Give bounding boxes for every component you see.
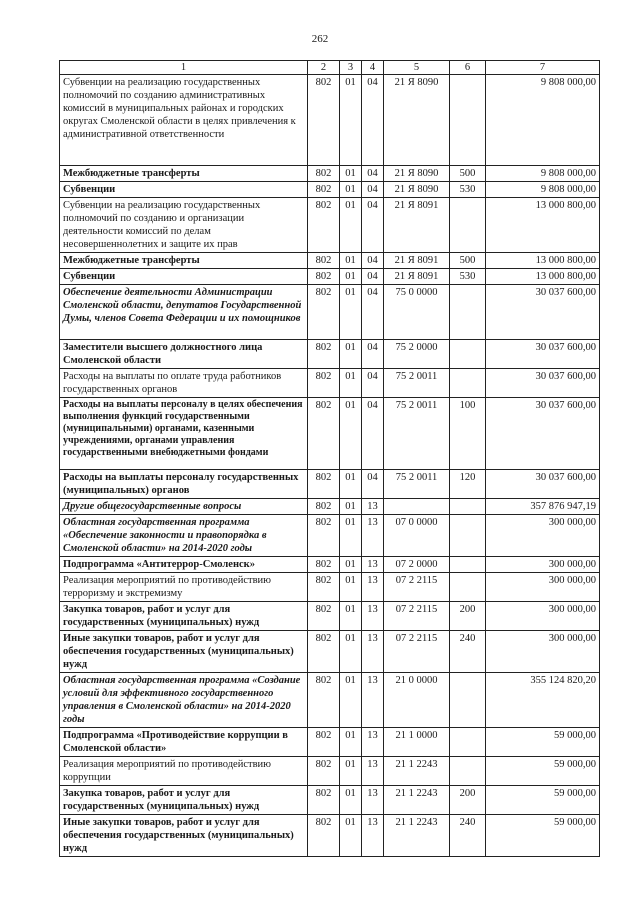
row-admin-code: 802 [308,166,340,182]
row-admin-code: 802 [308,198,340,253]
table-row [60,253,600,269]
row-target-article: 21 1 0000 [384,728,450,757]
budget-table-container [59,60,600,857]
row-admin-code: 802 [308,470,340,499]
table-row [60,369,600,398]
row-section: 01 [340,557,362,573]
row-target-article: 21 Я 8091 [384,253,450,269]
column-header: 4 [362,61,384,75]
row-expense-type [450,369,486,398]
row-section: 01 [340,182,362,198]
row-subsection: 04 [362,269,384,285]
row-section: 01 [340,757,362,786]
table-row [60,631,600,673]
row-name: Закупка товаров, работ и услуг для государственных (муниципальных) нужд [60,602,308,631]
table-row [60,557,600,573]
row-amount: 9 808 000,00 [486,75,600,166]
row-expense-type: 530 [450,182,486,198]
row-target-article: 75 2 0011 [384,470,450,499]
row-target-article: 21 1 2243 [384,757,450,786]
row-target-article: 21 Я 8091 [384,269,450,285]
row-section: 01 [340,340,362,369]
row-name: Иные закупки товаров, работ и услуг для обеспечения государственных (муниципальных) нужд [60,815,308,857]
row-expense-type: 500 [450,253,486,269]
row-name: Другие общегосударственные вопросы [60,499,308,515]
row-admin-code: 802 [308,673,340,728]
row-expense-type [450,285,486,340]
row-target-article: 07 2 2115 [384,602,450,631]
row-target-article: 07 2 0000 [384,557,450,573]
row-amount: 59 000,00 [486,757,600,786]
row-name: Обеспечение деятельности Администрации Смоленской области, депутатов Государственной Думы, членов Совета Федерации и их помощников [60,285,308,340]
table-row [60,573,600,602]
row-amount: 300 000,00 [486,557,600,573]
table-row [60,602,600,631]
row-target-article: 75 2 0011 [384,398,450,470]
row-subsection: 13 [362,515,384,557]
row-admin-code: 802 [308,269,340,285]
row-amount: 30 037 600,00 [486,369,600,398]
row-name: Субвенции [60,269,308,285]
row-subsection: 13 [362,728,384,757]
table-row [60,269,600,285]
row-amount: 59 000,00 [486,728,600,757]
column-header: 7 [486,61,600,75]
row-section: 01 [340,198,362,253]
row-amount: 13 000 800,00 [486,253,600,269]
row-expense-type: 240 [450,631,486,673]
row-amount: 300 000,00 [486,602,600,631]
row-expense-type: 500 [450,166,486,182]
row-target-article: 21 0 0000 [384,673,450,728]
row-amount: 357 876 947,19 [486,499,600,515]
row-subsection: 04 [362,398,384,470]
table-row [60,340,600,369]
row-expense-type [450,673,486,728]
row-section: 01 [340,75,362,166]
row-admin-code: 802 [308,369,340,398]
row-expense-type: 100 [450,398,486,470]
row-amount: 59 000,00 [486,786,600,815]
row-expense-type [450,728,486,757]
row-amount: 300 000,00 [486,631,600,673]
table-row [60,515,600,557]
column-header: 2 [308,61,340,75]
table-row [60,815,600,857]
row-name: Межбюджетные трансферты [60,166,308,182]
row-name: Межбюджетные трансферты [60,253,308,269]
row-subsection: 04 [362,369,384,398]
row-subsection: 04 [362,75,384,166]
row-section: 01 [340,573,362,602]
row-subsection: 04 [362,198,384,253]
row-amount: 300 000,00 [486,573,600,602]
row-subsection: 13 [362,557,384,573]
row-amount: 13 000 800,00 [486,269,600,285]
row-section: 01 [340,631,362,673]
row-admin-code: 802 [308,631,340,673]
row-subsection: 04 [362,340,384,369]
row-admin-code: 802 [308,557,340,573]
row-target-article: 21 1 2243 [384,815,450,857]
row-section: 01 [340,728,362,757]
row-target-article: 75 0 0000 [384,285,450,340]
row-name: Субвенции [60,182,308,198]
row-target-article: 21 1 2243 [384,786,450,815]
column-header: 6 [450,61,486,75]
row-amount: 9 808 000,00 [486,166,600,182]
column-number-row [60,61,600,75]
row-target-article: 21 Я 8090 [384,75,450,166]
row-expense-type [450,340,486,369]
row-amount: 9 808 000,00 [486,182,600,198]
row-target-article: 07 0 0000 [384,515,450,557]
row-subsection: 04 [362,285,384,340]
column-header: 5 [384,61,450,75]
table-row [60,786,600,815]
column-header: 1 [60,61,308,75]
row-name: Субвенции на реализацию государственных полномочий по созданию и организации деятельности комиссий по делам несовершеннолетних и защите их прав [60,198,308,253]
row-expense-type [450,557,486,573]
row-name: Иные закупки товаров, работ и услуг для обеспечения государственных (муниципальных) нужд [60,631,308,673]
row-subsection: 13 [362,757,384,786]
row-name: Областная государственная программа «Создание условий для эффективного государственного управления в Смоленской области» на 2014-2020 годы [60,673,308,728]
row-subsection: 13 [362,786,384,815]
row-target-article: 21 Я 8090 [384,182,450,198]
row-name: Реализация мероприятий по противодействию коррупции [60,757,308,786]
row-name: Субвенции на реализацию государственных полномочий по созданию административных комиссий в муниципальных районах и городских округах Смоленской области в целях привлечения к административной ответственности [60,75,308,166]
table-row [60,728,600,757]
row-subsection: 13 [362,499,384,515]
row-admin-code: 802 [308,728,340,757]
row-section: 01 [340,515,362,557]
row-subsection: 04 [362,166,384,182]
row-admin-code: 802 [308,786,340,815]
table-row [60,198,600,253]
row-admin-code: 802 [308,815,340,857]
row-section: 01 [340,166,362,182]
table-row [60,398,600,470]
row-subsection: 13 [362,673,384,728]
table-row [60,673,600,728]
row-expense-type [450,198,486,253]
row-expense-type: 240 [450,815,486,857]
row-expense-type [450,499,486,515]
row-admin-code: 802 [308,340,340,369]
row-target-article [384,499,450,515]
row-section: 01 [340,602,362,631]
row-expense-type [450,573,486,602]
row-section: 01 [340,499,362,515]
table-row [60,285,600,340]
row-name: Подпрограмма «Антитеррор-Смоленск» [60,557,308,573]
row-subsection: 13 [362,573,384,602]
row-section: 01 [340,398,362,470]
row-amount: 30 037 600,00 [486,398,600,470]
row-section: 01 [340,470,362,499]
row-expense-type [450,75,486,166]
row-name: Расходы на выплаты по оплате труда работников государственных органов [60,369,308,398]
row-subsection: 04 [362,470,384,499]
row-name: Расходы на выплаты персоналу государственных (муниципальных) органов [60,470,308,499]
row-target-article: 21 Я 8091 [384,198,450,253]
row-admin-code: 802 [308,757,340,786]
row-amount: 30 037 600,00 [486,340,600,369]
row-admin-code: 802 [308,515,340,557]
row-amount: 30 037 600,00 [486,470,600,499]
row-amount: 30 037 600,00 [486,285,600,340]
row-admin-code: 802 [308,602,340,631]
table-row [60,75,600,166]
row-expense-type: 200 [450,786,486,815]
row-section: 01 [340,285,362,340]
row-section: 01 [340,269,362,285]
budget-table [59,60,600,857]
row-amount: 13 000 800,00 [486,198,600,253]
table-row [60,757,600,786]
row-section: 01 [340,253,362,269]
row-expense-type: 120 [450,470,486,499]
row-target-article: 07 2 2115 [384,573,450,602]
column-header: 3 [340,61,362,75]
row-section: 01 [340,673,362,728]
table-row [60,470,600,499]
table-row [60,182,600,198]
row-name: Областная государственная программа «Обеспечение законности и правопорядка в Смоленской области» на 2014-2020 годы [60,515,308,557]
row-name: Закупка товаров, работ и услуг для государственных (муниципальных) нужд [60,786,308,815]
row-target-article: 75 2 0011 [384,369,450,398]
row-amount: 300 000,00 [486,515,600,557]
row-expense-type [450,757,486,786]
row-name: Расходы на выплаты персоналу в целях обеспечения выполнения функций государственными (муниципальными) органами, казенными учреждениями, органами управления государственными внебюджетными фондами [60,398,308,470]
row-subsection: 13 [362,815,384,857]
row-subsection: 13 [362,602,384,631]
row-target-article: 07 2 2115 [384,631,450,673]
row-subsection: 04 [362,182,384,198]
row-admin-code: 802 [308,75,340,166]
row-name: Подпрограмма «Противодействие коррупции в Смоленской области» [60,728,308,757]
row-expense-type: 530 [450,269,486,285]
row-amount: 59 000,00 [486,815,600,857]
row-admin-code: 802 [308,398,340,470]
row-admin-code: 802 [308,285,340,340]
page-number: 262 [311,33,329,45]
row-target-article: 75 2 0000 [384,340,450,369]
row-expense-type [450,515,486,557]
row-target-article: 21 Я 8090 [384,166,450,182]
table-row [60,166,600,182]
row-name: Реализация мероприятий по противодействию терроризму и экстремизму [60,573,308,602]
row-expense-type: 200 [450,602,486,631]
row-admin-code: 802 [308,573,340,602]
row-section: 01 [340,815,362,857]
row-section: 01 [340,786,362,815]
row-section: 01 [340,369,362,398]
row-subsection: 04 [362,253,384,269]
row-admin-code: 802 [308,499,340,515]
row-admin-code: 802 [308,182,340,198]
row-name: Заместители высшего должностного лица Смоленской области [60,340,308,369]
row-subsection: 13 [362,631,384,673]
table-row [60,499,600,515]
row-admin-code: 802 [308,253,340,269]
row-amount: 355 124 820,20 [486,673,600,728]
